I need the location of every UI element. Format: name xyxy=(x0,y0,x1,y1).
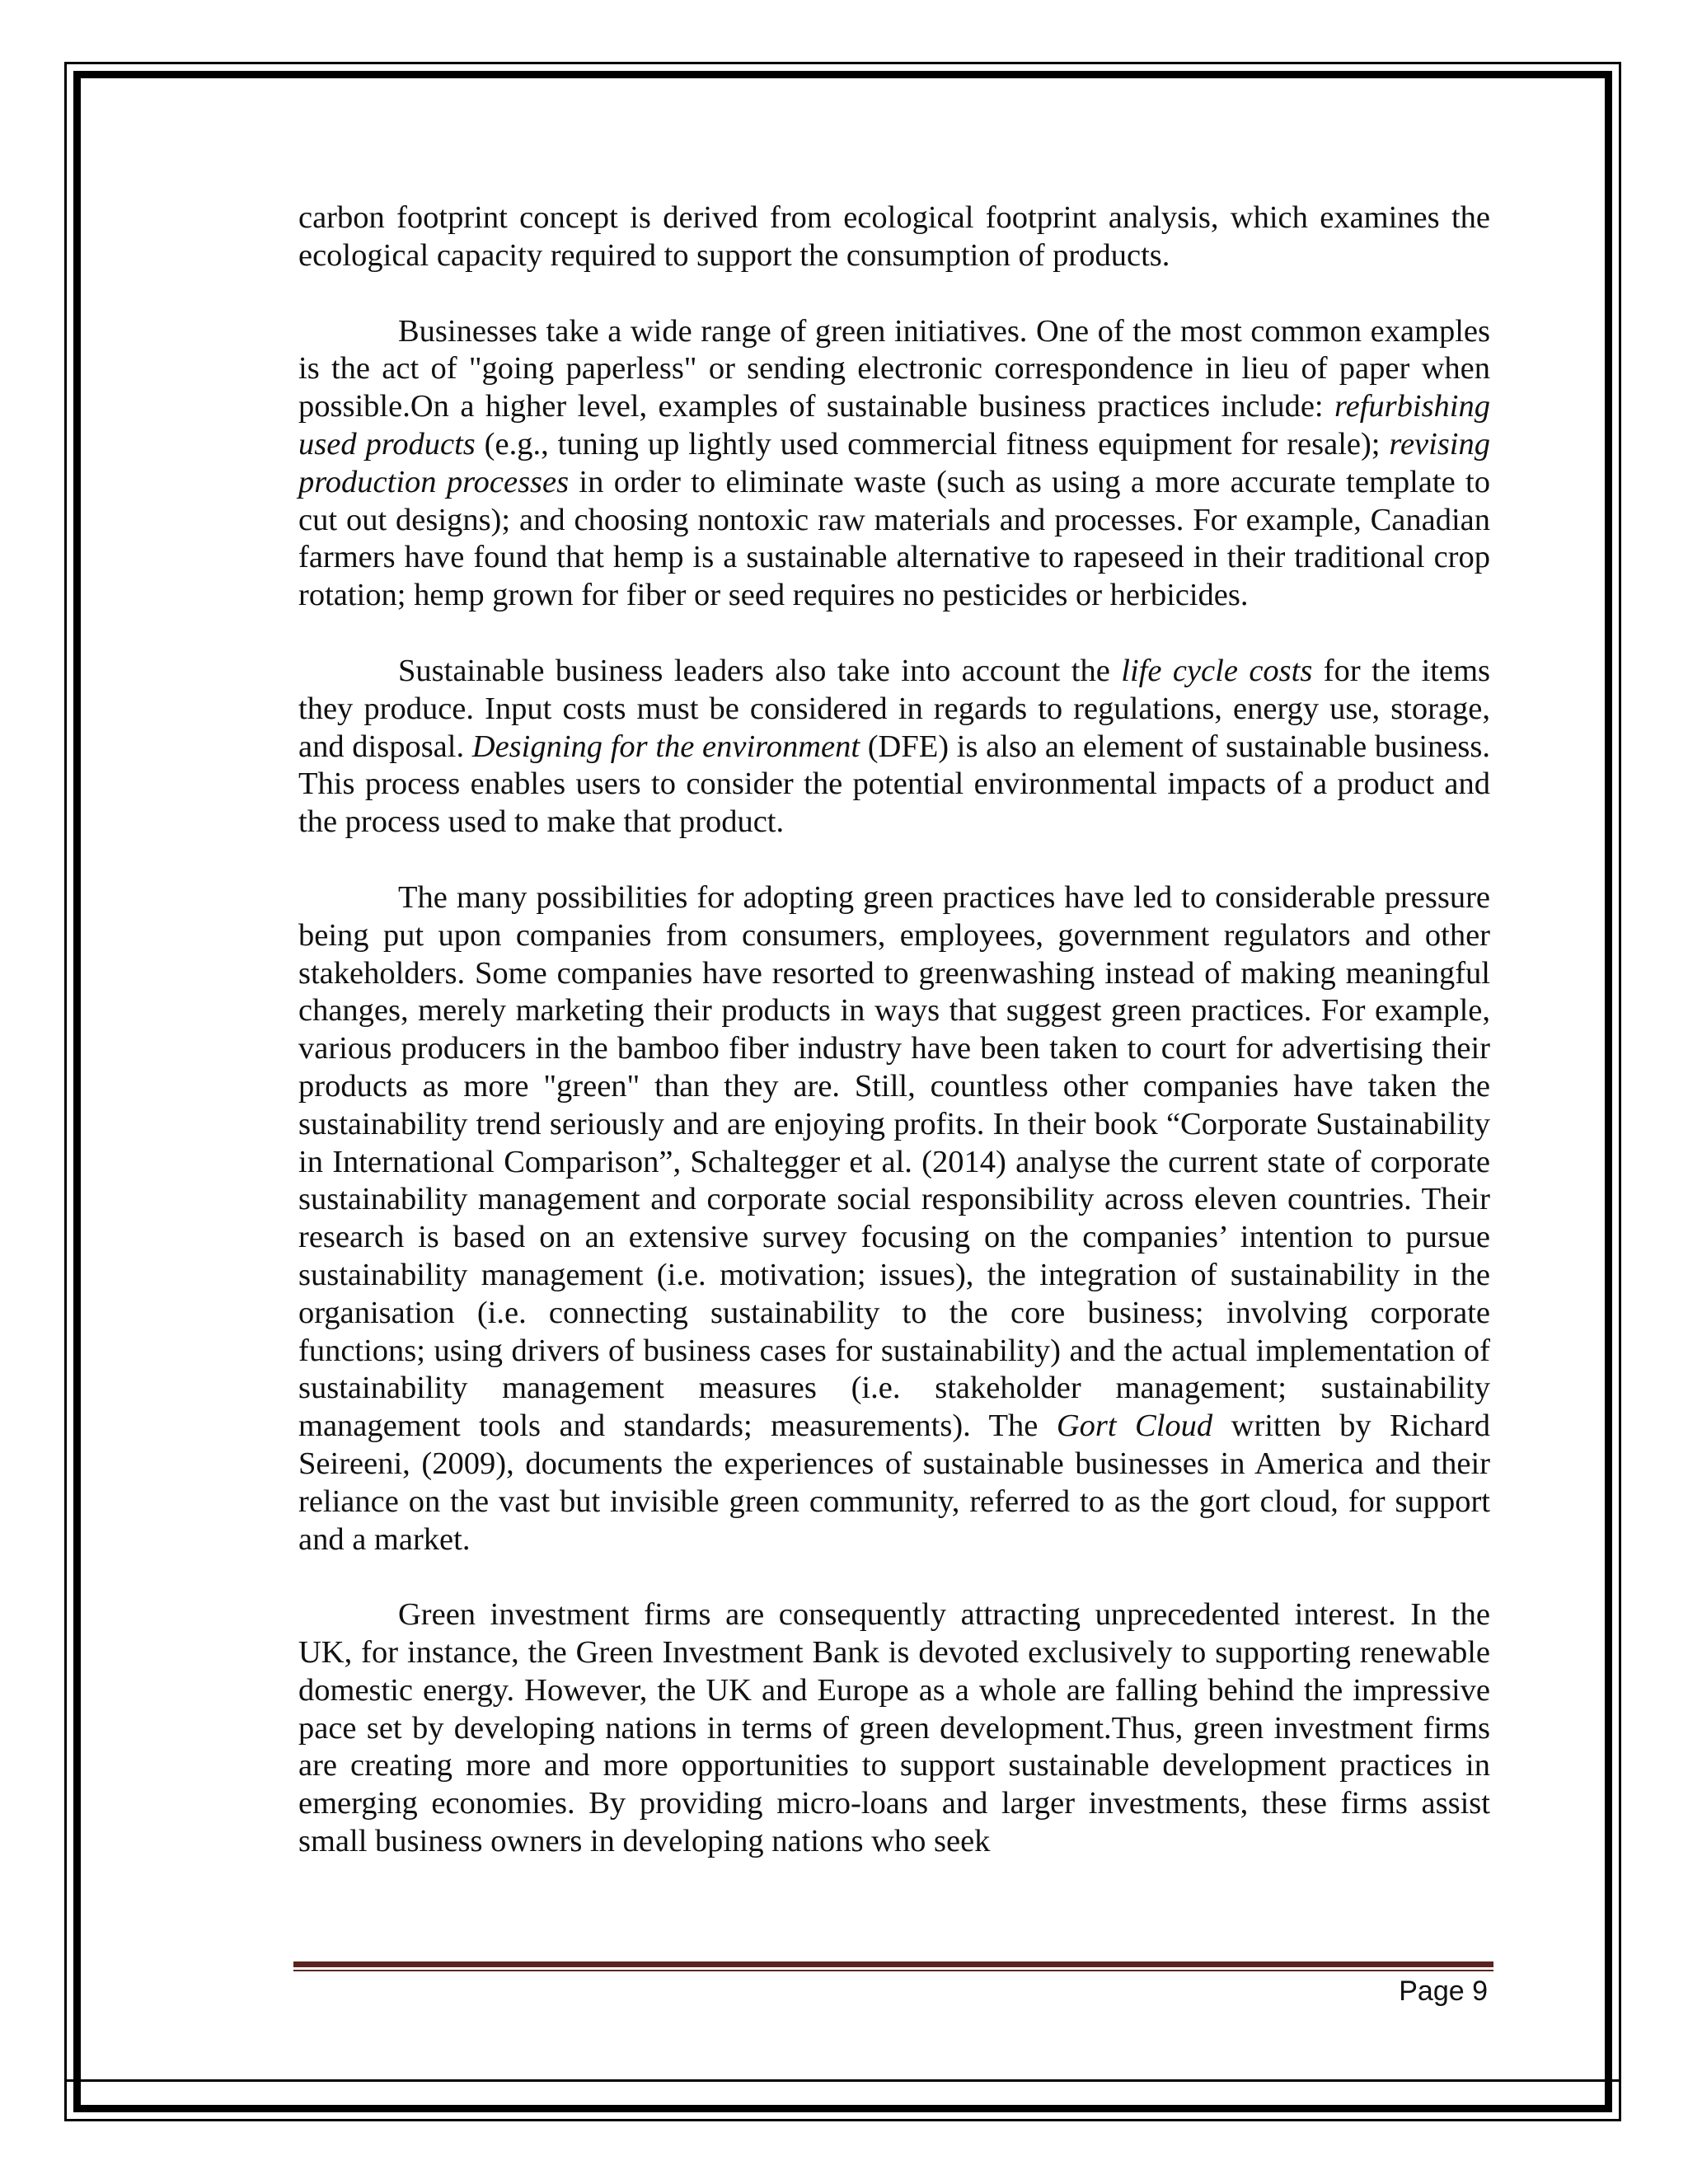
italic-term: Designing for the environment xyxy=(471,729,860,764)
text-run: The many possibilities for adopting green practices have led to considerable pressure being put upon companies from consumers, employees, government regulators and other stakeholders. Some companies have resorted to greenwashing instead of making meaningful changes, merely marketing their products in ways that suggest green practices. For example, various producers in the bamboo fiber industry have been taken to court for advertising their products as more "green" than they are. Still, countless other companies have taken the sustainability trend seriously and are enjoying profits. In their book “Corporate Sustainability in International Comparison”, Schaltegger et al. (2014) analyse the current state of corporate sustainability management and corporate social responsibility across eleven countries. Their research is based on an extensive survey focusing on the companies’ intention to pursue sustainability management (i.e. motivation; issues), the integration of sustainability in the organisation (i.e. connecting sustainability to the core business; involving corporate functions; using drivers of business cases for sustainability) and the actual implementation of sustainability management measures (i.e. stakeholder management; sustainability management tools and standards; measurements). The xyxy=(298,879,1490,1444)
footer-rule-thin xyxy=(293,1970,1493,1971)
document-body xyxy=(298,199,1490,1861)
text-run: for the items they produce. Input costs must be considered in regards to regulations, energy use, storage, and disposal. xyxy=(298,653,1490,764)
text-run: written by Richard Seireeni, (2009), documents the experiences of sustainable businesses in America and their reliance on the vast but invisible green community, referred to as the gort cloud, for support and a market. xyxy=(298,1408,1490,1557)
text-run: in order to eliminate waste (such as using a more accurate template to cut out designs); and choosing nontoxic raw materials and processes. For example, Canadian farmers have found that hemp is a sustainable alternative to rapeseed in their traditional crop rotation; hemp grown for fiber or seed requires no pesticides or herbicides. xyxy=(298,464,1490,613)
footer-rule xyxy=(293,1961,1493,1967)
paragraph-green-initiatives xyxy=(298,313,1490,615)
text-run: Green investment firms are consequently attracting unprecedented interest. In the UK, for instance, the Green Investment Bank is devoted exclusively to supporting renewable domestic energy. However, the UK and Europe as a whole are falling behind the impressive pace set by developing nations in terms of green development.Thus, green investment firms are creating more and more opportunities to support sustainable development practices in emerging economies. By providing micro-loans and larger investments, these firms assist small business owners in developing nations who seek xyxy=(298,1597,1490,1859)
italic-term: refurbishing used products xyxy=(298,389,1490,462)
paragraph-continued xyxy=(298,199,1490,275)
text-run: carbon footprint concept is derived from ecological footprint analysis, which examines the ecological capacity required to support the consumption of products. xyxy=(298,200,1490,273)
paragraph-green-practices-pressure xyxy=(298,879,1490,1558)
text-run: (DFE) is also an element of sustainable business. This process enables users to consider the potential environmental impacts of a product and the process used to make that product. xyxy=(298,729,1490,840)
page-number: Page 9 xyxy=(1399,1975,1488,2007)
italic-term: Gort Cloud xyxy=(1056,1408,1213,1444)
page-border-bottom-rule xyxy=(64,2079,1621,2082)
paragraph-green-investment xyxy=(298,1596,1490,1861)
paragraph-life-cycle-costs xyxy=(298,653,1490,841)
italic-term: life cycle costs xyxy=(1121,653,1313,688)
italic-term: revising production processes xyxy=(298,426,1490,499)
text-run: Sustainable business leaders also take into account the xyxy=(398,653,1122,688)
text-run: Businesses take a wide range of green initiatives. One of the most common examples is the act of "going paperless" or sending electronic correspondence in lieu of paper when possible.On a higher level, examples of sustainable business practices include: xyxy=(298,313,1490,424)
text-run: (e.g., tuning up lightly used commercial fitness equipment for resale); xyxy=(475,426,1390,462)
